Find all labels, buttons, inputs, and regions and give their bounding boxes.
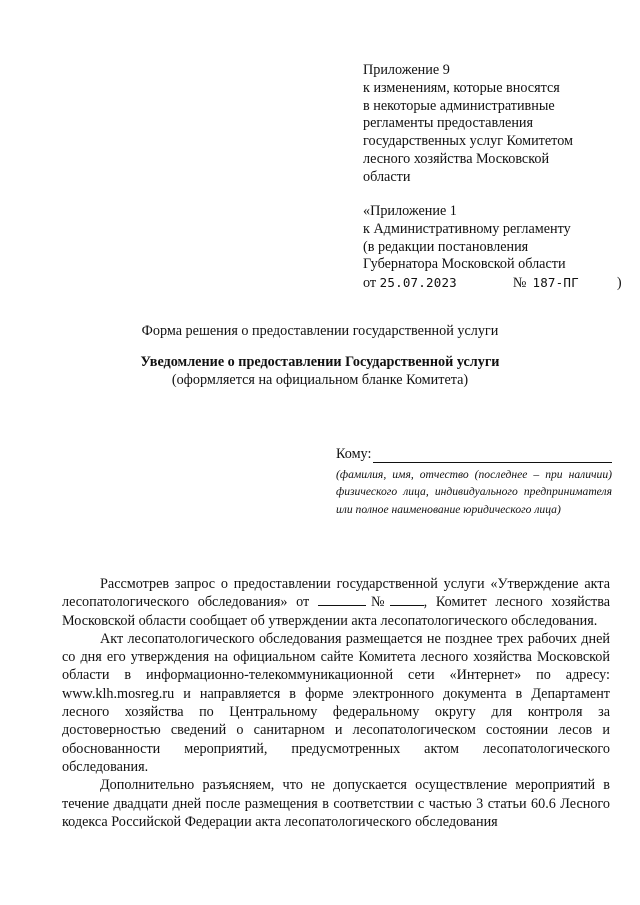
body-paragraph-2: Акт лесопатологического обследования размещается не позднее трех рабочих дней со дня его утверждения на официальном сайте Комитета лесного хозяйства Московской области в информационно-телекоммуникационной сети «Интернет» по адресу: www.klh.mosreg.ru и направляется в форме электронного документа в Департамент лесного хозяйства по Центральному федеральному округу для контроля за достоверностью сведений о санитарном и лесопатологическом состоянии лесов и обоснованности мероприятий, предусмотренных актом лесопатологического обследования. xyxy=(62,630,610,775)
p1-text-start: Рассмотрев запрос о предоставлении государственной услуги «Утверждение акта лесопатологического обследования» от xyxy=(62,576,610,611)
appendix-1-line: (в редакции постановления xyxy=(363,238,529,255)
form-title: Форма решения о предоставлении государственной услуги xyxy=(141,323,499,339)
appendix-9-line: в некоторые административные xyxy=(363,97,555,114)
appendix-9-line: области xyxy=(363,168,411,185)
appendix-9-line: к изменениям, которые вносятся xyxy=(363,79,560,96)
appendix-1-line: Губернатора Московской области xyxy=(363,256,566,273)
date-blank xyxy=(318,593,366,606)
notice-subtitle: (оформляется на официальном бланке Комитета) xyxy=(171,372,469,388)
appendix-9-line: государственных услуг Комитетом xyxy=(363,133,573,150)
close-paren: ) xyxy=(616,275,622,292)
number-blank xyxy=(390,593,424,606)
notice-body xyxy=(62,575,610,831)
appendix-9-line: лесного хозяйства Московской xyxy=(363,150,550,167)
recipient-block xyxy=(336,446,612,518)
appendix-9-header xyxy=(363,62,613,187)
appendix-1-header xyxy=(363,203,623,293)
number-sign: № xyxy=(512,275,527,292)
appendix-9-line: Приложение 9 xyxy=(363,62,450,78)
date-prefix: от xyxy=(363,275,377,292)
appendix-1-line: к Административному регламенту xyxy=(363,220,571,237)
body-paragraph-1 xyxy=(62,575,610,630)
recipient-hint: (фамилия, имя, отчество (последнее – при наличии) физического лица, индивидуального предпринимателя или полное наименование юридического лица) xyxy=(336,468,612,516)
notice-title: Уведомление о предоставлении Государственной услуги xyxy=(140,354,500,370)
decree-date: 25.07.2023 xyxy=(379,275,457,291)
decree-date-line xyxy=(363,274,623,293)
recipient-blank-line xyxy=(373,448,612,463)
appendix-9-line: регламенты предоставления xyxy=(363,115,534,132)
decree-number: 187-ПГ xyxy=(532,275,579,291)
body-paragraph-3: Дополнительно разъясняем, что не допускается осуществление мероприятий в течение двадцати дней после размещения в соответствии с частью 3 статьи 60.6 Лесного кодекса Российской Федерации акта лесопатологического обследования xyxy=(62,777,610,830)
p1-number-sign: № xyxy=(365,594,390,611)
p1-text-end: , Комитет лесного хозяйства Московской области сообщает об утверждении акта лесопатологического обследования. xyxy=(62,594,611,629)
appendix-1-line: «Приложение 1 xyxy=(363,203,457,219)
recipient-label: Кому: xyxy=(336,446,372,462)
